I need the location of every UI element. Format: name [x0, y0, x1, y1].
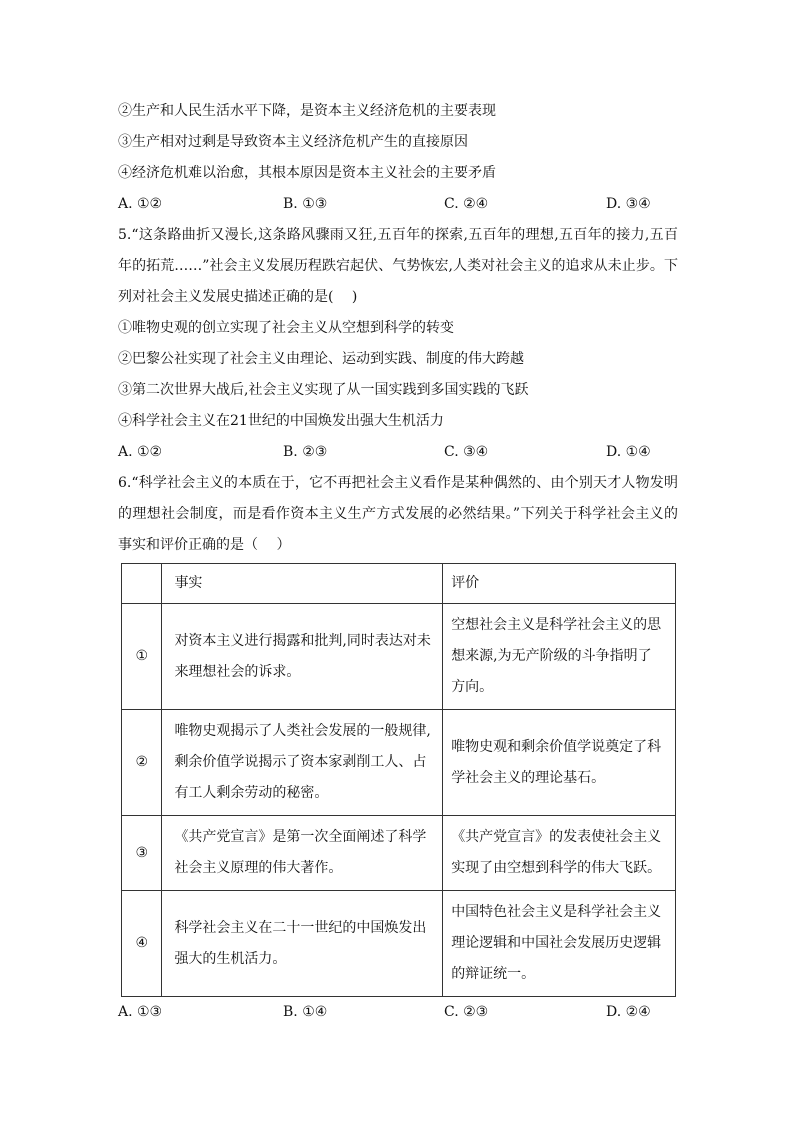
table-row: [122, 816, 676, 891]
statement-3: ③第二次世界大战后,社会主义实现了从一国实践到多国实践的飞跃: [118, 382, 529, 398]
table-row: [122, 891, 676, 997]
row-number: ④: [122, 891, 162, 997]
statement-1: ①唯物史观的创立实现了社会主义从空想到科学的转变: [118, 320, 454, 336]
question-4-tail: [118, 96, 678, 220]
exam-page: [118, 96, 678, 1028]
question-stem: 6.“科学社会主义的本质在于，它不再把社会主义看作是某种偶然的、由个别天才人物发明的理想社会制度，而是看作资本主义生产方式发展的必然结果。”下列关于科学社会主义的事实和评价正确的是（ ）: [118, 475, 678, 553]
header-number: [122, 564, 162, 604]
statement-4: ④科学社会主义在21世纪的中国焕发出强大生机活力: [118, 413, 444, 429]
statement-2: ②生产和人民生活水平下降，是资本主义经济危机的主要表现: [118, 103, 496, 119]
row-number: ③: [122, 816, 162, 891]
header-fact: 事实: [162, 564, 443, 604]
option-a: A. ①③: [118, 1004, 163, 1020]
evaluation-cell: 唯物史观和剩余价值学说奠定了科学社会主义的理论基石。: [443, 710, 676, 816]
option-a: A. ①②: [118, 444, 163, 460]
option-d: D. ③④: [606, 196, 651, 212]
table-row: [122, 604, 676, 710]
answer-options: [118, 189, 678, 220]
fact-cell: 科学社会主义在二十一世纪的中国焕发出强大的生机活力。: [162, 891, 443, 997]
fact-cell: 唯物史观揭示了人类社会发展的一般规律,剩余价值学说揭示了资本家剥削工人、占有工人剩余劳动的秘密。: [162, 710, 443, 816]
table-header-row: [122, 564, 676, 604]
evaluation-cell: 《共产党宣言》的发表使社会主义实现了由空想到科学的伟大飞跃。: [443, 816, 676, 891]
statement-2: ②巴黎公社实现了社会主义由理论、运动到实践、制度的伟大跨越: [118, 351, 524, 367]
option-c: C. ②③: [444, 1004, 489, 1020]
answer-options: [118, 437, 678, 468]
statement-3: ③生产相对过剩是导致资本主义经济危机产生的直接原因: [118, 134, 468, 150]
option-d: D. ①④: [606, 444, 651, 460]
evaluation-cell: 空想社会主义是科学社会主义的思想来源,为无产阶级的斗争指明了方向。: [443, 604, 676, 710]
fact-evaluation-table: [121, 563, 676, 997]
option-b: B. ①③: [283, 196, 328, 212]
option-a: A. ①②: [118, 196, 163, 212]
fact-cell: 《共产党宣言》是第一次全面阐述了科学社会主义原理的伟大著作。: [162, 816, 443, 891]
statement-4: ④经济危机难以治愈，其根本原因是资本主义社会的主要矛盾: [118, 165, 496, 181]
question-5: [118, 220, 678, 468]
answer-options: [118, 997, 678, 1028]
question-6: [118, 468, 678, 1028]
row-number: ②: [122, 710, 162, 816]
fact-cell: 对资本主义进行揭露和批判,同时表达对未来理想社会的诉求。: [162, 604, 443, 710]
option-b: B. ①④: [283, 1004, 328, 1020]
option-d: D. ②④: [606, 1004, 651, 1020]
option-c: C. ③④: [444, 444, 489, 460]
option-c: C. ②④: [444, 196, 489, 212]
option-b: B. ②③: [283, 444, 328, 460]
question-stem: 5.“这条路曲折又漫长,这条路风骤雨又狂,五百年的探索,五百年的理想,五百年的接力,五百年的拓荒……”社会主义发展历程跌宕起伏、气势恢宏,人类对社会主义的追求从未止步。下列对社会主义发展史描述正确的是( ): [118, 227, 678, 305]
table-row: [122, 710, 676, 816]
header-evaluation: 评价: [443, 564, 676, 604]
evaluation-cell: 中国特色社会主义是科学社会主义理论逻辑和中国社会发展历史逻辑的辩证统一。: [443, 891, 676, 997]
row-number: ①: [122, 604, 162, 710]
